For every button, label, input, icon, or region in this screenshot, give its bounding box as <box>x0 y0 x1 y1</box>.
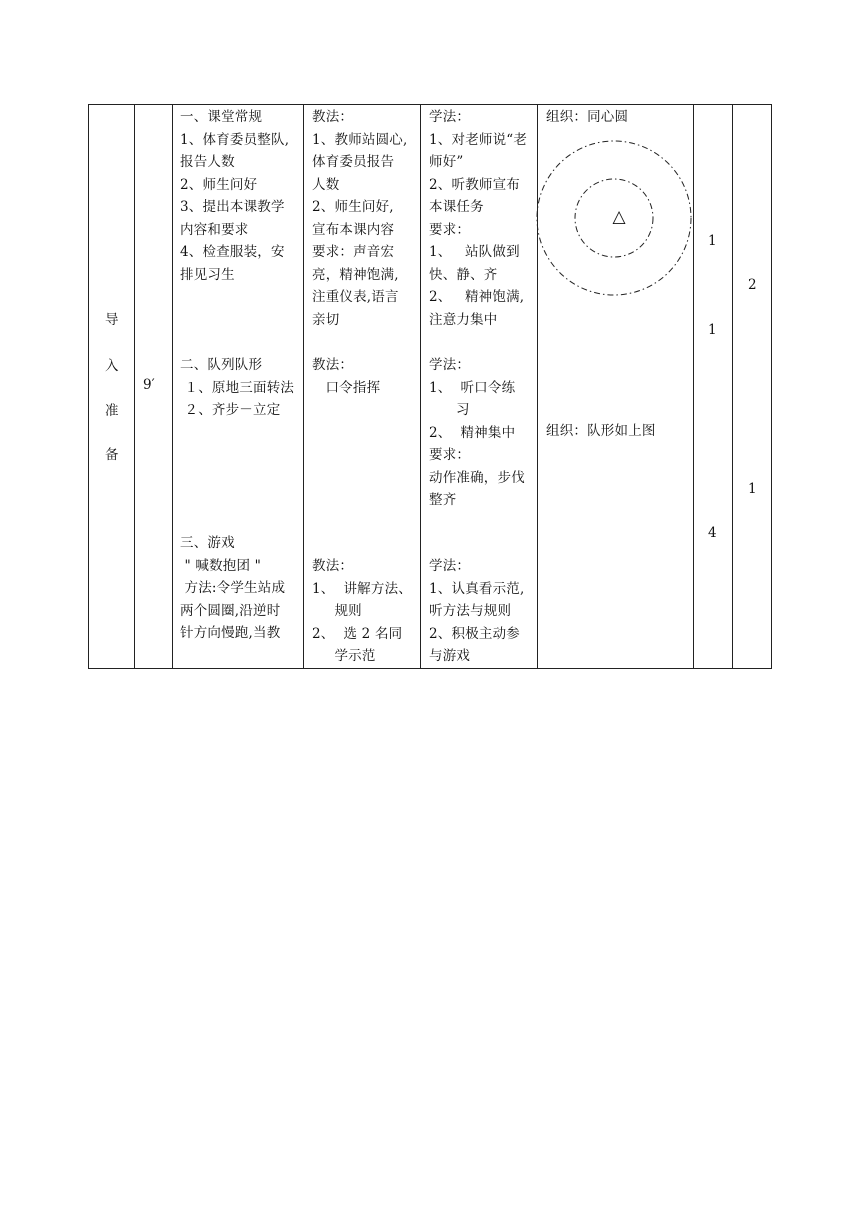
text-line: １、原地三面转法 <box>180 379 295 396</box>
teacher-method-section-1 <box>312 106 407 331</box>
text-line: 听方法与规则 <box>429 603 512 619</box>
concentric-circles-diagram <box>535 134 693 304</box>
text-line: 人数 <box>312 176 340 193</box>
text-line: 2、师生问好, <box>312 199 394 215</box>
text-line: 注重仪表,语言 <box>312 289 399 305</box>
text-line: 排见习生 <box>180 266 235 283</box>
student-method-section-3 <box>429 555 524 668</box>
text-line: 3、提出本课教学 <box>180 199 285 215</box>
text-line: 教法： <box>312 357 354 373</box>
text-line: 4、检查服装，安 <box>180 244 285 260</box>
text-line: 内容和要求 <box>180 221 249 238</box>
text-line: 习 <box>429 402 470 418</box>
text-line: 2、 精神集中 <box>429 424 516 441</box>
text-line: 三、游戏 <box>180 535 235 551</box>
text-line: 2、听教师宣布 <box>429 176 520 193</box>
column-divider <box>134 104 135 669</box>
text-line: 动作准确，步伐 <box>429 469 525 486</box>
column-divider <box>732 104 733 669</box>
text-line: 体育委员报告 <box>312 154 395 170</box>
text-line: 教法： <box>312 109 354 125</box>
student-method-section-2 <box>429 354 525 512</box>
text-line: 2、 选 2 名同 <box>312 625 403 642</box>
text-line: 两个圆圈,沿逆时 <box>180 602 281 619</box>
text-line: 一、课堂常规 <box>180 109 263 125</box>
text-line: 1、 听口令练 <box>429 379 516 396</box>
text-line: 规则 <box>312 603 362 619</box>
text-line: 与游戏 <box>429 648 471 664</box>
table-border-left <box>88 104 89 669</box>
teacher-position-icon: △ <box>612 207 626 227</box>
text-line: 亮，精神饱满, <box>312 266 399 283</box>
text-line: 报告人数 <box>180 154 235 170</box>
text-line: 1、教师站圆心, <box>312 131 408 148</box>
table-border-right <box>771 104 772 669</box>
content-section-3 <box>180 532 285 645</box>
text-line: 学示范 <box>312 648 376 664</box>
text-line: 师好” <box>429 154 464 170</box>
column-divider <box>172 104 173 669</box>
text-line: 要求： <box>429 221 471 238</box>
column-divider <box>303 104 304 669</box>
column-divider <box>693 104 694 669</box>
content-section-1 <box>180 106 289 286</box>
text-line: 教法： <box>312 558 354 574</box>
count-value: 1 <box>708 233 717 249</box>
organization-label-2: 组织：队形如上图 <box>546 423 656 439</box>
column-divider <box>420 104 421 669</box>
text-line: 本课任务 <box>429 199 484 215</box>
count-value: 4 <box>708 525 717 541</box>
text-line: 方法:令学生站成 <box>180 580 286 596</box>
student-method-section-1 <box>429 106 527 331</box>
text-line: 2、 精神饱满, <box>429 289 525 305</box>
text-line: 2、积极主动参 <box>429 625 520 642</box>
text-line: 学法： <box>429 558 471 574</box>
text-line: " 喊数抱团 " <box>180 557 262 574</box>
text-line: 要求： <box>429 447 471 463</box>
count-value: 1 <box>708 322 717 338</box>
text-line: 针方向慢跑,当教 <box>180 625 281 641</box>
teacher-method-section-3 <box>312 555 412 668</box>
teacher-method-section-2 <box>312 354 380 399</box>
text-line: 1、对老师说“老 <box>429 131 528 148</box>
text-line: 1、体育委员整队, <box>180 131 290 148</box>
text-line: 口令指挥 <box>312 379 381 396</box>
text-line: 2、师生问好 <box>180 176 258 193</box>
text-line: ２、齐步－立定 <box>180 402 281 418</box>
part-name-char: 导 <box>105 312 119 328</box>
part-name-char: 入 <box>105 358 119 374</box>
text-line: 二、队列队形 <box>180 357 263 373</box>
text-line: 1、 站队做到 <box>429 244 520 260</box>
table-border-top <box>88 104 772 105</box>
organization-label-1: 组织：同心圆 <box>546 109 629 125</box>
text-line: 学法： <box>429 109 471 125</box>
text-line: 1、认真看示范, <box>429 580 525 597</box>
table-border-bottom <box>88 668 772 669</box>
lesson-plan-table <box>88 104 772 669</box>
content-section-2 <box>180 354 294 422</box>
text-line: 亲切 <box>312 311 340 328</box>
intensity-value: 2 <box>748 277 757 293</box>
text-line: 快、静、齐 <box>429 266 498 283</box>
text-line: 注意力集中 <box>429 311 498 328</box>
time-value: 9′ <box>143 377 155 393</box>
part-name-char: 备 <box>105 447 119 463</box>
text-line: 要求：声音宏 <box>312 244 395 260</box>
text-line: 整齐 <box>429 492 457 508</box>
text-line: 学法： <box>429 357 471 373</box>
part-name-char: 准 <box>105 403 119 419</box>
text-line: 1、 讲解方法、 <box>312 580 412 597</box>
intensity-value: 1 <box>748 481 757 497</box>
text-line: 宣布本课内容 <box>312 221 395 238</box>
